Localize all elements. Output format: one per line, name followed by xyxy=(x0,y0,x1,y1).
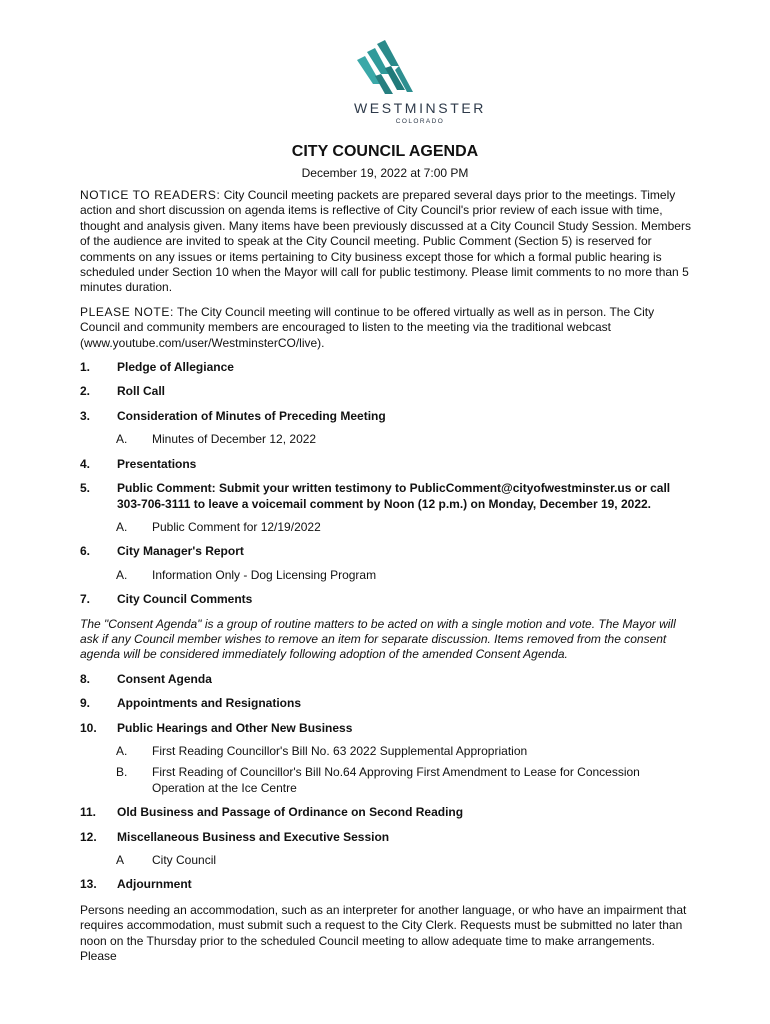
please-note-text: The City Council meeting will continue to be offered virtually as well as in person. The City Council and community members are encouraged to listen to the meeting via the traditional webcast (www.youtube.com/user/WestminsterCO/live). xyxy=(80,304,655,350)
agenda-subitem-10a xyxy=(116,744,692,759)
item-title: Presentations xyxy=(117,456,197,471)
logo-subtitle: COLORADO xyxy=(395,118,445,125)
item-number: 2. xyxy=(80,384,91,399)
agenda-item-10 xyxy=(80,721,692,736)
subitem-letter: A. xyxy=(116,567,128,582)
agenda-item-4 xyxy=(80,457,692,472)
agenda-subitem-5a xyxy=(116,520,692,535)
agenda-body xyxy=(80,188,692,973)
item-title: City Council Comments xyxy=(117,592,253,607)
agenda-item-13 xyxy=(80,877,692,892)
item-title: Public Hearings and Other New Business xyxy=(117,720,353,735)
subitem-letter: A. xyxy=(116,519,128,534)
agenda-item-1 xyxy=(80,360,692,375)
subitem-letter: A. xyxy=(116,743,128,758)
item-title: Pledge of Allegiance xyxy=(117,360,234,375)
subitem-letter: B. xyxy=(116,765,128,780)
agenda-item-8 xyxy=(80,672,692,687)
subitem-title: Public Comment for 12/19/2022 xyxy=(152,519,321,534)
item-number: 8. xyxy=(80,671,91,686)
agenda-item-11 xyxy=(80,805,692,820)
logo-name: WESTMINSTER xyxy=(353,100,487,116)
subitem-title: Minutes of December 12, 2022 xyxy=(152,432,317,447)
notice-text: City Council meeting packets are prepared several days prior to the meetings. Timely action and short discussion on agenda items is reflective of City Council's prior review of each issue with time, thought and analysis given. Many items have been previously discussed at a City Council Study Session. Members of the audience are invited to speak at the City Council meeting. Public Comment (Section 5) is reserved for comments on any issues or items pertaining to City business except those for which a formal public hearing is scheduled under Section 10 when the Mayor will call for public testimony. Please limit comments to no more than 5 minutes duration. xyxy=(80,188,691,295)
item-number: 13. xyxy=(80,877,97,892)
item-title: Miscellaneous Business and Executive Session xyxy=(117,829,390,844)
item-number: 3. xyxy=(80,408,91,423)
item-number: 10. xyxy=(80,720,97,735)
subitem-title: First Reading of Councillor's Bill No.64 Approving First Amendment to Lease for Concession Operation at the Ice Centre xyxy=(152,765,640,795)
please-note-paragraph xyxy=(80,305,692,351)
meeting-date: December 19, 2022 at 7:00 PM xyxy=(301,166,469,180)
agenda-item-9 xyxy=(80,696,692,711)
agenda-item-7 xyxy=(80,592,692,607)
item-number: 12. xyxy=(80,829,97,844)
subitem-title: Information Only - Dog Licensing Program xyxy=(152,567,377,582)
agenda-item-2 xyxy=(80,384,692,399)
subitem-title: City Council xyxy=(152,853,217,867)
notice-label: NOTICE TO READERS: xyxy=(80,188,221,202)
item-number: 4. xyxy=(80,456,91,471)
subitem-letter: A. xyxy=(116,432,128,447)
accommodation-notice: Persons needing an accommodation, such as an interpreter for another language, or who have an impairment that requires accommodation, must submit such a request to the City Clerk. Requests must be submitted no later than noon on the Thursday prior to the scheduled Council meeting to allow adequate time to make arrangements. Please xyxy=(80,902,687,964)
consent-agenda-note: The "Consent Agenda" is a group of routine matters to be acted on with a single motion and vote. The Mayor will ask if any Council member wishes to remove an item for separate discussion. Items removed from the consent agenda will be considered immediately following adoption of the amended Consent Agenda. xyxy=(80,616,676,662)
city-logo xyxy=(0,40,770,125)
notice-paragraph xyxy=(80,188,692,296)
please-note-label: PLEASE NOTE: xyxy=(80,304,174,319)
agenda-subitem-10b xyxy=(116,765,692,796)
item-title: City Manager's Report xyxy=(117,544,244,559)
item-title: Consent Agenda xyxy=(117,671,212,686)
item-title: Consideration of Minutes of Preceding Meeting xyxy=(117,408,386,423)
agenda-subitem-6a xyxy=(116,568,692,583)
page-title: CITY COUNCIL AGENDA xyxy=(291,143,479,160)
agenda-item-6 xyxy=(80,544,692,559)
item-number: 5. xyxy=(80,481,91,496)
subitem-title: First Reading Councillor's Bill No. 63 2022 Supplemental Appropriation xyxy=(152,743,528,758)
item-title: Old Business and Passage of Ordinance on Second Reading xyxy=(117,805,464,820)
agenda-subitem-12a xyxy=(116,853,692,868)
item-title: Public Comment: Submit your written testimony to PublicComment@cityofwestminster.us or call 303-706-3111 to leave a voicemail comment by Noon (12 p.m.) on Monday, December 19, 2022. xyxy=(117,481,671,511)
item-title: Adjournment xyxy=(117,877,192,892)
item-number: 6. xyxy=(80,544,91,559)
agenda-item-5 xyxy=(80,481,692,512)
westminster-logo-icon xyxy=(355,40,415,94)
agenda-item-3 xyxy=(80,409,692,424)
item-title: Appointments and Resignations xyxy=(117,696,302,711)
item-number: 9. xyxy=(80,696,91,711)
agenda-subitem-3a xyxy=(116,432,692,447)
item-number: 1. xyxy=(80,360,91,375)
agenda-item-12 xyxy=(80,830,692,845)
subitem-letter: A xyxy=(116,853,125,867)
item-title: Roll Call xyxy=(117,384,166,399)
item-number: 11. xyxy=(80,805,97,820)
item-number: 7. xyxy=(80,592,91,607)
